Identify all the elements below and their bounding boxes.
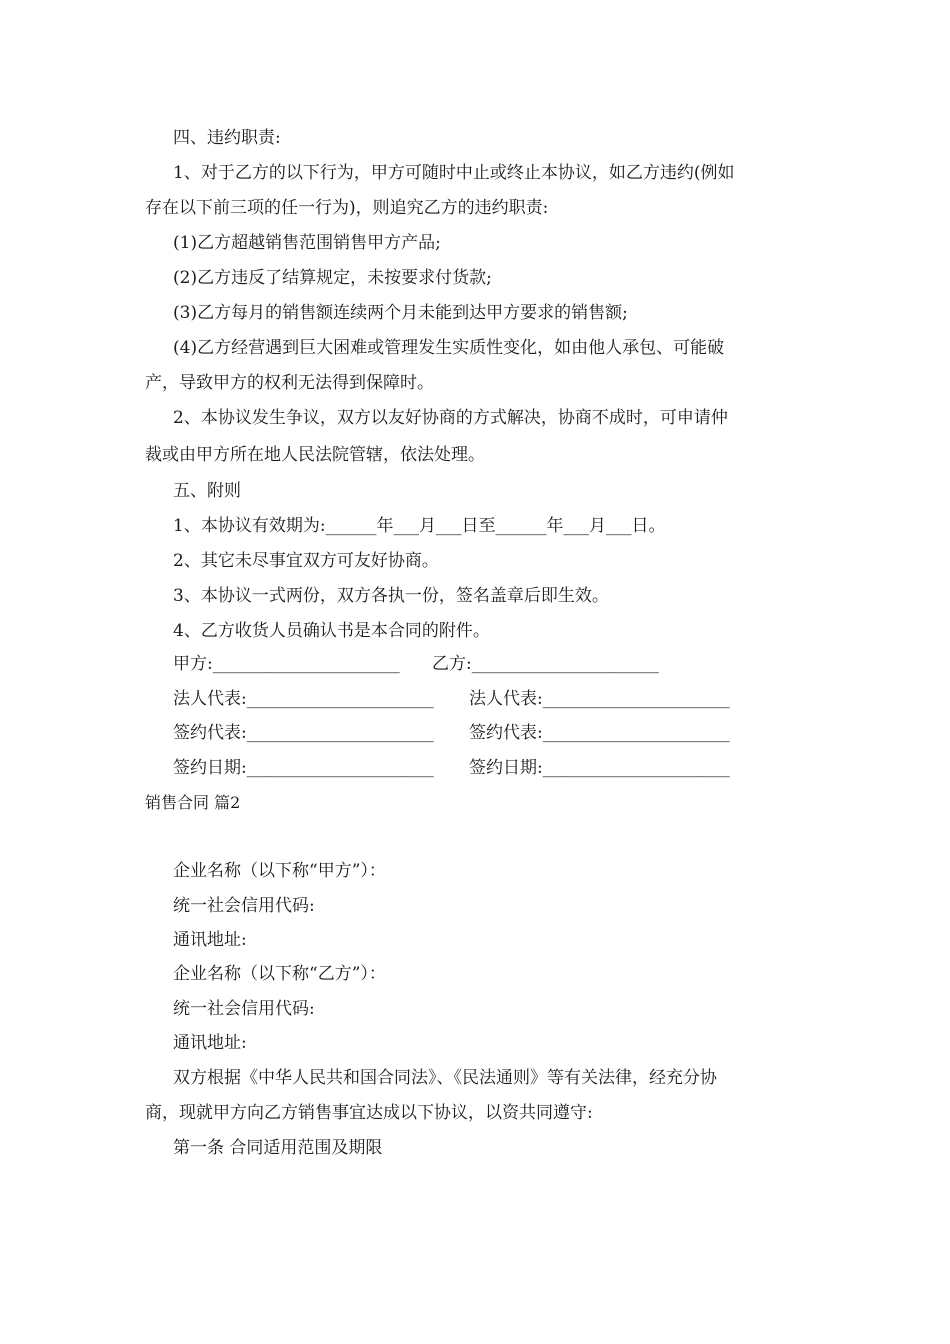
list-item: 产，导致甲方的权利无法得到保障时。 bbox=[145, 373, 434, 393]
party-b-address: 通讯地址: bbox=[173, 1033, 247, 1053]
paragraph-line: 2、本协议发生争议，双方以友好协商的方式解决，协商不成时，可申请仲 bbox=[173, 408, 728, 428]
clause-line: 4、乙方收货人员确认书是本合同的附件。 bbox=[173, 621, 490, 641]
list-item: (4)乙方经营遇到巨大困难或管理发生实质性变化，如由他人承包、可能破 bbox=[173, 338, 725, 358]
signature-legal-rep-b: 法人代表:______________________ bbox=[469, 689, 730, 709]
clause-line: 2、其它未尽事宜双方可友好协商。 bbox=[173, 551, 439, 571]
party-a-code: 统一社会信用代码: bbox=[173, 896, 315, 916]
signature-agent-b: 签约代表:______________________ bbox=[469, 723, 730, 743]
party-b-name: 企业名称（以下称“乙方”）： bbox=[173, 964, 386, 984]
document-title: 销售合同 篇2 bbox=[145, 793, 241, 812]
signature-legal-rep-a: 法人代表:______________________ bbox=[173, 689, 434, 709]
signature-party-b: 乙方:______________________ bbox=[432, 654, 659, 674]
list-item: (2)乙方违反了结算规定，未按要求付货款; bbox=[173, 268, 492, 288]
party-a-address: 通讯地址: bbox=[173, 930, 247, 950]
section-heading: 五、附则 bbox=[173, 481, 241, 501]
party-a-name: 企业名称（以下称“甲方”）： bbox=[173, 861, 386, 881]
clause-line: 1、本协议有效期为:______年___月___日至______年___月___日。 bbox=[173, 516, 666, 536]
signature-date-b: 签约日期:______________________ bbox=[469, 758, 730, 778]
article-heading: 第一条 合同适用范围及期限 bbox=[173, 1138, 383, 1158]
section-heading: 四、违约职责: bbox=[173, 128, 281, 148]
paragraph-line: 商，现就甲方向乙方销售事宜达成以下协议，以资共同遵守: bbox=[145, 1103, 593, 1123]
clause-line: 3、本协议一式两份，双方各执一份，签名盖章后即生效。 bbox=[173, 586, 609, 606]
paragraph-line: 1、对于乙方的以下行为，甲方可随时中止或终止本协议，如乙方违约(例如 bbox=[173, 163, 735, 183]
list-item: (3)乙方每月的销售额连续两个月未能到达甲方要求的销售额; bbox=[173, 303, 628, 323]
paragraph-line: 裁或由甲方所在地人民法院管辖，依法处理。 bbox=[145, 445, 485, 465]
signature-date-a: 签约日期:______________________ bbox=[173, 758, 434, 778]
paragraph-line: 双方根据《中华人民共和国合同法》、《民法通则》等有关法律，经充分协 bbox=[173, 1068, 717, 1088]
signature-agent-a: 签约代表:______________________ bbox=[173, 723, 434, 743]
paragraph-line: 存在以下前三项的任一行为)，则追究乙方的违约职责: bbox=[145, 198, 549, 218]
signature-party-a: 甲方:______________________ bbox=[173, 654, 400, 674]
list-item: (1)乙方超越销售范围销售甲方产品; bbox=[173, 233, 441, 253]
party-b-code: 统一社会信用代码: bbox=[173, 999, 315, 1019]
